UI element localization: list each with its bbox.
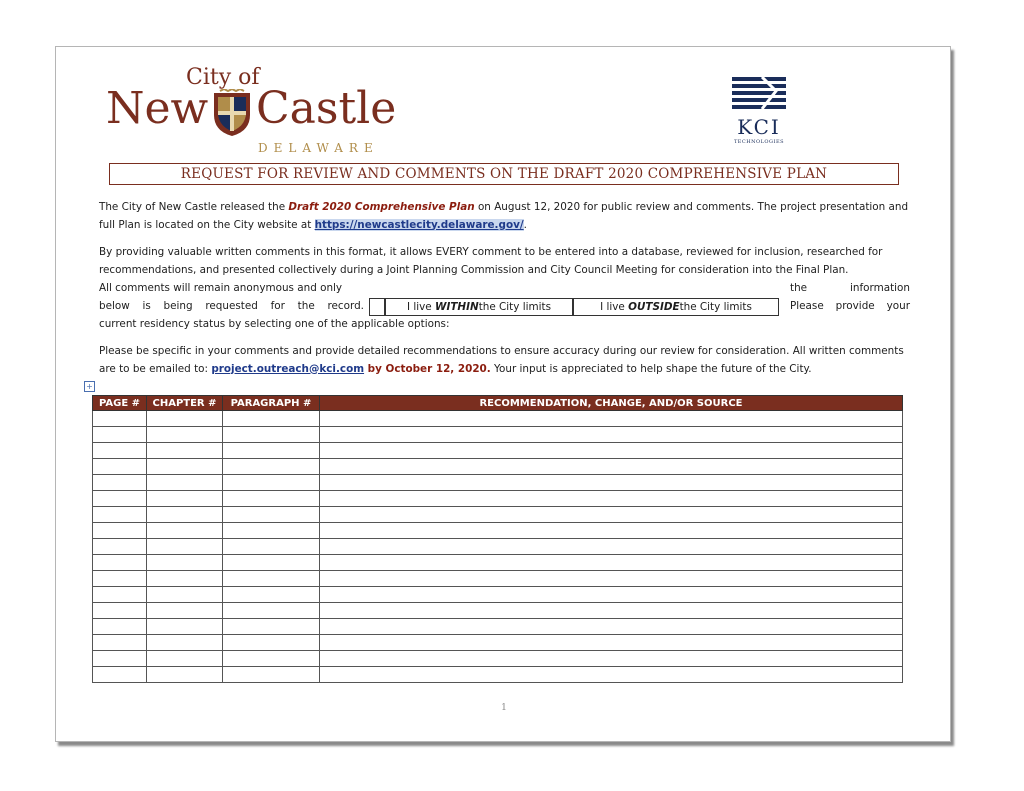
table-body	[93, 411, 903, 683]
recommendation-cell[interactable]	[320, 507, 903, 523]
word: for	[270, 299, 285, 312]
recommendation-cell[interactable]	[320, 443, 903, 459]
intro-text-3: .	[523, 218, 527, 231]
word: Please	[790, 299, 824, 312]
chapter-cell[interactable]	[147, 603, 223, 619]
page-cell[interactable]	[93, 459, 147, 475]
table-row	[93, 475, 903, 491]
paragraph-cell[interactable]	[223, 571, 320, 587]
page-cell[interactable]	[93, 667, 147, 683]
page-cell[interactable]	[93, 571, 147, 587]
paragraph-cell[interactable]	[223, 651, 320, 667]
chapter-cell[interactable]	[147, 427, 223, 443]
paragraph-cell[interactable]	[223, 587, 320, 603]
table-row	[93, 603, 903, 619]
chapter-cell[interactable]	[147, 635, 223, 651]
table-row	[93, 667, 903, 683]
instructions-text-2: Your input is appreciated to help shape the future of the City.	[490, 362, 812, 375]
table-move-handle-icon[interactable]: +	[84, 381, 95, 392]
recommendation-cell[interactable]	[320, 635, 903, 651]
page-cell[interactable]	[93, 443, 147, 459]
within-post: the City limits	[478, 301, 551, 313]
table-row	[93, 619, 903, 635]
outside-emphasis: OUTSIDE	[628, 301, 680, 313]
page-cell[interactable]	[93, 619, 147, 635]
table-row	[93, 635, 903, 651]
paragraph-cell[interactable]	[223, 507, 320, 523]
page-cell[interactable]	[93, 555, 147, 571]
word: record.	[327, 299, 364, 312]
plan-name: Draft 2020 Comprehensive Plan	[288, 201, 475, 213]
table-row	[93, 427, 903, 443]
paragraph-cell[interactable]	[223, 427, 320, 443]
paragraph-cell[interactable]	[223, 619, 320, 635]
paragraph-cell[interactable]	[223, 555, 320, 571]
document-title: REQUEST FOR REVIEW AND COMMENTS ON THE DRAFT 2020 COMPREHENSIVE PLAN	[180, 166, 828, 182]
word: provide	[835, 299, 875, 312]
residency-right-line-1	[790, 280, 910, 298]
residency-instruction: current residency status by selecting one of the applicable options:	[99, 318, 450, 330]
word: the	[790, 282, 808, 294]
chapter-cell[interactable]	[147, 443, 223, 459]
word: information	[850, 282, 910, 294]
deadline-text: by October 12, 2020.	[364, 362, 491, 375]
table-row	[93, 491, 903, 507]
paragraph-cell[interactable]	[223, 459, 320, 475]
chapter-cell[interactable]	[147, 555, 223, 571]
recommendation-cell[interactable]	[320, 411, 903, 427]
table-row	[93, 571, 903, 587]
page-number: 1	[501, 703, 507, 713]
table-row	[93, 651, 903, 667]
table-row	[93, 523, 903, 539]
chapter-cell[interactable]	[147, 539, 223, 555]
header-page: PAGE #	[93, 396, 147, 411]
table-row	[93, 507, 903, 523]
chapter-cell[interactable]	[147, 491, 223, 507]
paragraph-cell[interactable]	[223, 603, 320, 619]
page-cell[interactable]	[93, 475, 147, 491]
page-cell[interactable]	[93, 507, 147, 523]
header-recommendation: RECOMMENDATION, CHANGE, AND/OR SOURCE	[320, 396, 903, 411]
word: below	[99, 299, 130, 312]
recommendation-cell[interactable]	[320, 459, 903, 475]
paragraph-cell[interactable]	[223, 635, 320, 651]
chapter-cell[interactable]	[147, 587, 223, 603]
paragraph-cell[interactable]	[223, 491, 320, 507]
residency-line-2	[99, 298, 364, 316]
recommendation-cell[interactable]	[320, 571, 903, 587]
comments-table	[92, 395, 903, 683]
table-header-row	[93, 396, 903, 411]
residency-checkbox[interactable]	[369, 298, 385, 316]
recommendation-cell[interactable]	[320, 555, 903, 571]
instructions-text-1: Please be specific in your comments and provide detailed recommendations to ensure accuracy during our review for consideration. All written comments are to be emailed to:	[99, 345, 904, 375]
residency-line-1: All comments will remain anonymous and only	[99, 282, 343, 294]
new-text: New	[106, 83, 209, 134]
recommendation-cell[interactable]	[320, 651, 903, 667]
recommendation-cell[interactable]	[320, 603, 903, 619]
residency-right-line-2	[790, 298, 910, 316]
residency-prompt-right	[790, 280, 910, 315]
page-cell[interactable]	[93, 603, 147, 619]
chapter-cell[interactable]	[147, 523, 223, 539]
table-row	[93, 443, 903, 459]
chapter-cell[interactable]	[147, 411, 223, 427]
website-link[interactable]: https://newcastlecity.delaware.gov/	[314, 218, 524, 231]
document-page	[55, 46, 951, 742]
outside-pre: I live	[600, 301, 625, 313]
chapter-cell[interactable]	[147, 667, 223, 683]
recommendation-cell[interactable]	[320, 523, 903, 539]
table-row	[93, 555, 903, 571]
document-title-box	[109, 163, 899, 185]
table-row	[93, 587, 903, 603]
page-cell[interactable]	[93, 427, 147, 443]
city-of-text: City of	[186, 65, 260, 90]
word: the	[297, 299, 315, 312]
within-emphasis: WITHIN	[435, 301, 479, 313]
option-outside-city[interactable]	[573, 298, 779, 316]
chapter-cell[interactable]	[147, 459, 223, 475]
recommendation-cell[interactable]	[320, 667, 903, 683]
table-row	[93, 539, 903, 555]
kci-logo	[732, 77, 786, 147]
kci-name: KCI	[737, 115, 781, 139]
page-cell[interactable]	[93, 651, 147, 667]
recommendation-cell[interactable]	[320, 475, 903, 491]
word: is	[142, 299, 151, 312]
paragraph-cell[interactable]	[223, 443, 320, 459]
chapter-cell[interactable]	[147, 475, 223, 491]
instructions-paragraph	[99, 343, 911, 378]
outside-post: the City limits	[679, 301, 752, 313]
paragraph-cell[interactable]	[223, 411, 320, 427]
paragraph-cell[interactable]	[223, 475, 320, 491]
header-chapter: CHAPTER #	[147, 396, 223, 411]
email-link[interactable]: project.outreach@kci.com	[211, 362, 365, 375]
castle-text: Castle	[256, 83, 397, 134]
page-cell[interactable]	[93, 491, 147, 507]
paragraph-cell[interactable]	[223, 523, 320, 539]
recommendation-cell[interactable]	[320, 491, 903, 507]
table-row	[93, 411, 903, 427]
paragraph-cell[interactable]	[223, 539, 320, 555]
chapter-cell[interactable]	[147, 619, 223, 635]
recommendation-cell[interactable]	[320, 427, 903, 443]
table-row	[93, 459, 903, 475]
delaware-text: DELAWARE	[258, 141, 379, 155]
recommendation-cell[interactable]	[320, 619, 903, 635]
page-cell[interactable]	[93, 539, 147, 555]
recommendation-cell[interactable]	[320, 587, 903, 603]
database-paragraph: By providing valuable written comments in this format, it allows EVERY comment to be entered into a database, reviewed for inclusion, researched for recommendations, and presented collectively during a Joint Planning Commission and City Council Meeting for consideration into the Final Plan.	[99, 246, 883, 276]
chapter-cell[interactable]	[147, 507, 223, 523]
chapter-cell[interactable]	[147, 571, 223, 587]
header-paragraph: PARAGRAPH #	[223, 396, 320, 411]
page-cell[interactable]	[93, 587, 147, 603]
within-pre: I live	[407, 301, 432, 313]
option-within-city[interactable]	[385, 298, 573, 316]
crest-shield-icon	[210, 89, 254, 137]
page-cell[interactable]	[93, 635, 147, 651]
city-logo	[106, 65, 406, 155]
residency-prompt-left	[99, 280, 364, 315]
intro-paragraph	[99, 199, 911, 234]
kci-tagline: TECHNOLOGIES	[733, 139, 785, 145]
kci-wave-icon	[732, 77, 786, 113]
word: being	[163, 299, 193, 312]
word: your	[886, 299, 910, 312]
page-cell[interactable]	[93, 523, 147, 539]
page-cell[interactable]	[93, 411, 147, 427]
intro-text-2: on August 12, 2020 for public review and comments. The project presentation and full Plan is located on the City website at	[99, 201, 909, 231]
paragraph-cell[interactable]	[223, 667, 320, 683]
recommendation-cell[interactable]	[320, 539, 903, 555]
word: requested	[205, 299, 258, 312]
chapter-cell[interactable]	[147, 651, 223, 667]
intro-text-1: The City of New Castle released the	[99, 201, 289, 213]
